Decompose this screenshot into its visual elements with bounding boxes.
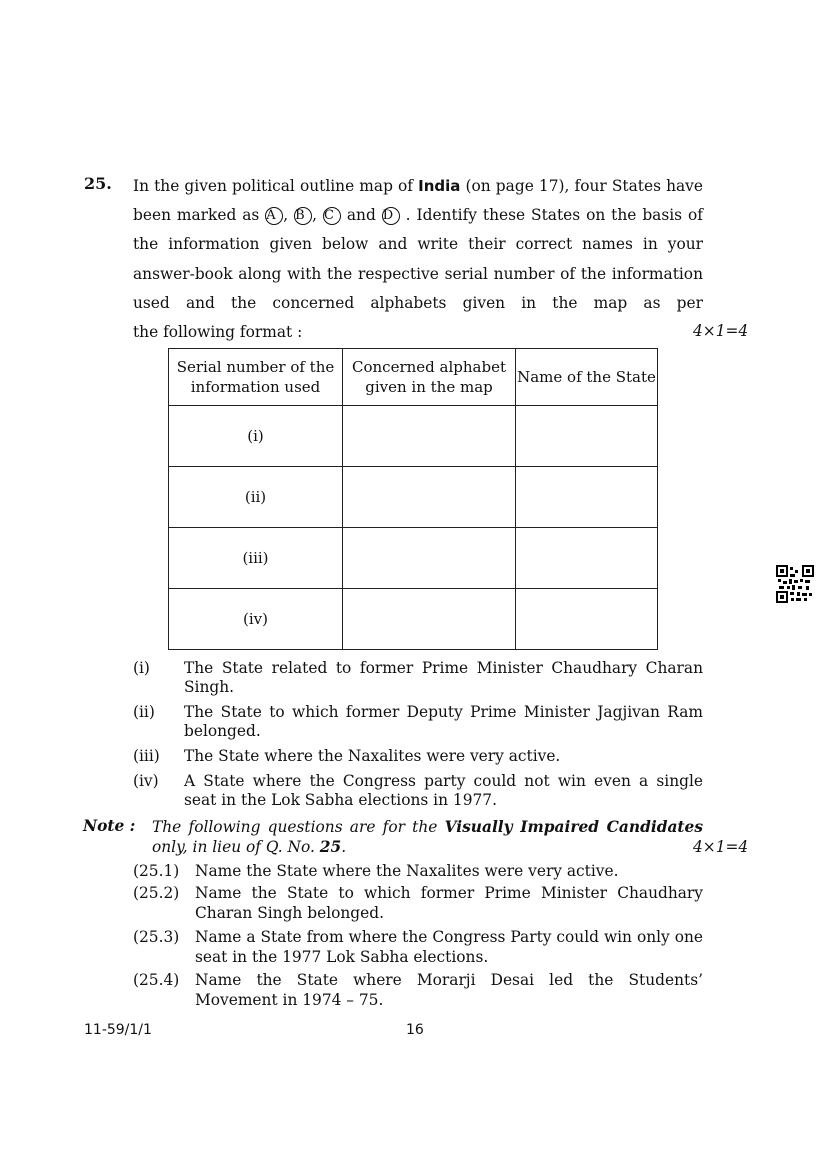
vi-question-label: (25.2) — [133, 884, 180, 902]
paper-code: 11-59/1/1 — [84, 1022, 152, 1038]
question-text — [133, 172, 703, 347]
note-text-part: only, in lieu of Q. No. — [152, 838, 320, 856]
info-item — [133, 659, 703, 697]
answer-format-table — [168, 348, 658, 650]
circled-letter-a: A — [265, 207, 283, 225]
info-text: The State related to former Prime Minister Chaudhary Charan Singh. — [184, 659, 703, 696]
circled-letter-b: B — [294, 207, 312, 225]
letter-separator: , — [312, 206, 323, 225]
note-label: Note : — [83, 817, 136, 835]
page-number: 16 — [406, 1022, 424, 1038]
india-bold: India — [418, 177, 461, 195]
table-cell-empty — [343, 528, 516, 589]
vi-question — [133, 884, 703, 923]
table-cell-serial: (iv) — [169, 589, 343, 650]
note-bold: Visually Impaired Candidates — [444, 818, 703, 836]
question-number: 25. — [84, 174, 112, 193]
table-cell-serial: (ii) — [169, 467, 343, 528]
note-text-part: The following questions are for the — [152, 818, 445, 836]
info-item — [133, 772, 703, 810]
vi-question-label: (25.3) — [133, 928, 180, 946]
note-qno: 25 — [319, 838, 342, 856]
table-cell-empty — [516, 467, 658, 528]
info-label: (iii) — [133, 747, 160, 765]
vi-question — [133, 971, 703, 1010]
table-header: Concerned alphabet given in the map — [343, 349, 516, 406]
table-cell-empty — [516, 406, 658, 467]
info-text: A State where the Congress party could not win even a single seat in the Lok Sabha elections in 1977. — [184, 772, 703, 809]
vi-question-label: (25.4) — [133, 971, 180, 989]
question-text-part: . Identify these States on the basis of the information given below and write their correct names in your answer-book along with the respective serial number of the information used and the concerned alphabets given in the map as per — [133, 206, 703, 312]
info-label: (ii) — [133, 703, 155, 721]
table-header-row — [169, 349, 658, 406]
table-row — [169, 528, 658, 589]
info-label: (iv) — [133, 772, 159, 790]
table-cell-empty — [516, 589, 658, 650]
vi-question-text: Name the State where the Naxalites were very active. — [195, 862, 619, 880]
letter-separator: and — [340, 206, 382, 225]
info-label: (i) — [133, 659, 150, 677]
table-row — [169, 589, 658, 650]
vi-question-text: Name the State to which former Prime Minister Chaudhary Charan Singh belonged. — [195, 884, 703, 922]
question-last-line: the following format : — [133, 323, 303, 342]
table-cell-empty — [343, 589, 516, 650]
question-text-part: (on page 17), four States have been marked as — [133, 177, 703, 225]
table-header: Name of the State — [516, 349, 658, 406]
table-cell-serial: (i) — [169, 406, 343, 467]
vi-question — [133, 862, 703, 882]
table-row — [169, 406, 658, 467]
vi-question-label: (25.1) — [133, 862, 180, 880]
table-cell-serial: (iii) — [169, 528, 343, 589]
table-header: Serial number of the information used — [169, 349, 343, 406]
info-text: The State to which former Deputy Prime Minister Jagjivan Ram belonged. — [184, 703, 703, 740]
marks-label: 4×1=4 — [693, 838, 749, 856]
info-item — [133, 747, 703, 766]
table-cell-empty — [516, 528, 658, 589]
circled-letter-c: C — [323, 207, 341, 225]
qr-code-icon — [776, 565, 814, 603]
info-item — [133, 703, 703, 741]
marks-label: 4×1=4 — [693, 322, 749, 340]
info-text: The State where the Naxalites were very active. — [184, 747, 561, 765]
circled-letter-d: D — [382, 207, 400, 225]
vi-question — [133, 928, 703, 967]
table-cell-empty — [343, 467, 516, 528]
vi-question-text: Name a State from where the Congress Party could win only one seat in the 1977 Lok Sabha elections. — [195, 928, 703, 966]
note-text-part: . — [341, 838, 347, 856]
question-text-part: In the given political outline map of — [133, 177, 419, 195]
note-line-2 — [152, 837, 703, 857]
table-row — [169, 467, 658, 528]
vi-question-text: Name the State where Morarji Desai led the Students’ Movement in 1974 – 75. — [195, 971, 703, 1009]
letter-separator: , — [283, 206, 295, 225]
table-cell-empty — [343, 406, 516, 467]
note-text — [152, 817, 703, 857]
